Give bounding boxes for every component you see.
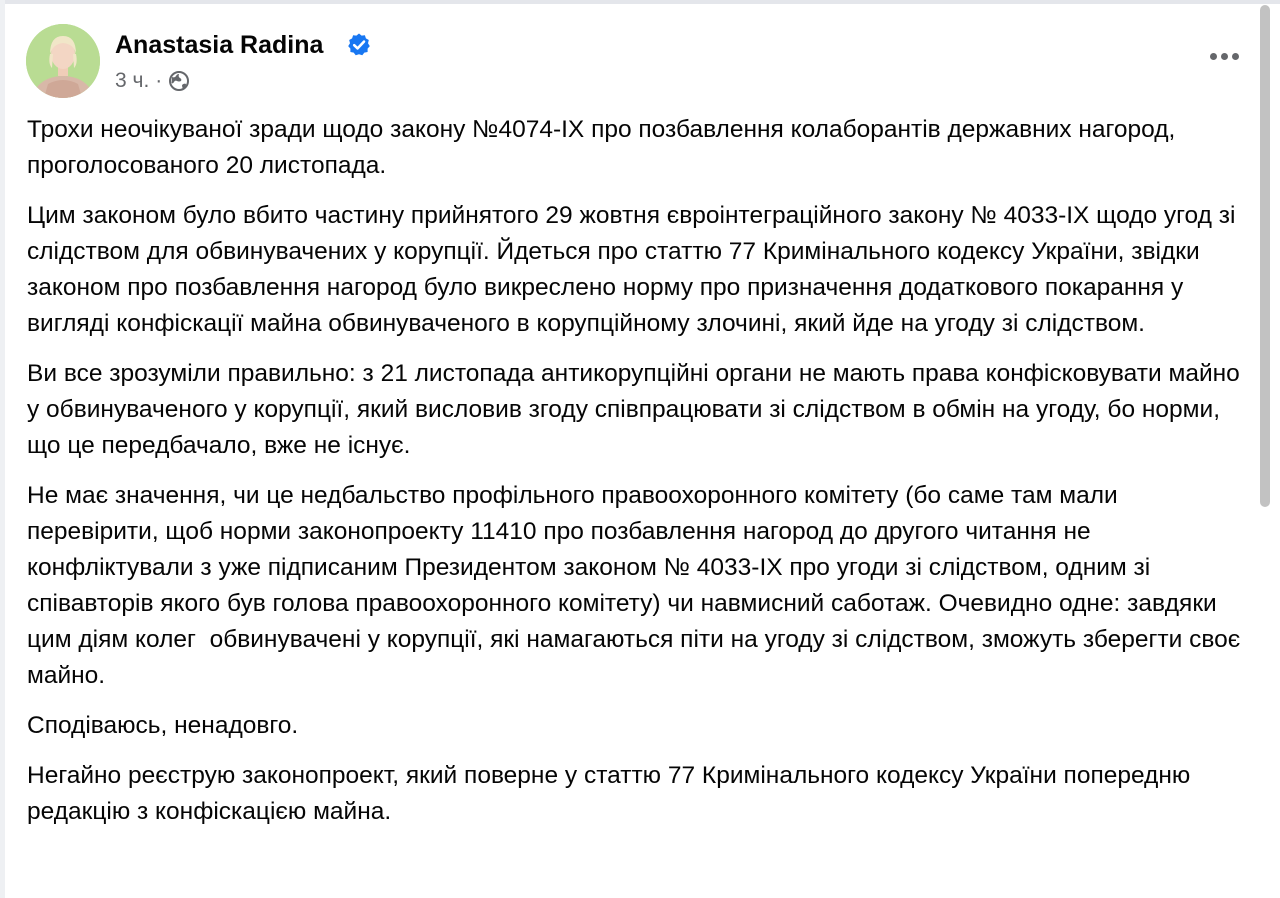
post-paragraph: Не має значення, чи це недбальство профільного правоохоронного комітету (бо саме там мали перевірити, щоб норми законопроекту 11410 про позбавлення нагород до другого читання не конфліктували з уже підписаним Президентом законом № 4033-IX про угоди зі слідством, одним зі співавторів якого був голова правоохоронного комітету) чи навмисний саботаж. Очевидно одне: завдяки цим діям колег обвинувачені у корупції, які намагаються піти на угоду зі слідством, зможуть зберегти своє майно. bbox=[27, 482, 1248, 689]
meta-separator: · bbox=[155, 69, 163, 92]
more-options-icon-dot bbox=[1232, 53, 1239, 60]
more-options-icon bbox=[1210, 53, 1217, 60]
post-paragraph: Негайно реєструю законопроект, який поверне у статтю 77 Кримінального кодексу України попередню редакцію з конфіскацією майна. bbox=[27, 762, 1198, 825]
author-avatar[interactable] bbox=[26, 24, 100, 98]
post-paragraph: Цим законом було вбито частину прийнятого 29 жовтня євроінтеграційного закону № 4033-IX щодо угод зі слідством для обвинувачених у корупції. Йдеться про статтю 77 Кримінального кодексу України, звідки законом про позбавлення нагород було викреслено норму про призначення додаткового покарання у вигляді конфіскації майна обвинуваченого в корупційному злочині, який йде на угоду зі слідством. bbox=[27, 202, 1243, 337]
verified-badge-icon bbox=[346, 32, 372, 58]
post-text bbox=[27, 112, 1252, 844]
avatar-portrait-icon bbox=[26, 24, 100, 98]
more-options-button[interactable] bbox=[1202, 38, 1246, 74]
more-options-icon-dot bbox=[1221, 53, 1228, 60]
author-name[interactable]: Anastasia Radina bbox=[115, 31, 324, 59]
globe-icon bbox=[168, 70, 190, 92]
left-border bbox=[0, 0, 5, 898]
post-paragraph: Трохи неочікуваної зради щодо закону №4074-IX про позбавлення колаборантів державних нагород, проголосованого 20 листопада. bbox=[27, 116, 1183, 179]
scrollbar-thumb[interactable] bbox=[1260, 5, 1270, 507]
post-timestamp[interactable]: 3 ч. bbox=[115, 69, 150, 92]
post-paragraph: Ви все зрозуміли правильно: з 21 листопада антикорупційні органи не мають права конфісковувати майно у обвинуваченого у корупції, який висловив згоду співпрацювати зі слідством в обмін на угоду, бо норми, що це передбачало, вже не існує. bbox=[27, 360, 1247, 459]
post-meta bbox=[115, 68, 190, 94]
top-border bbox=[0, 0, 1280, 4]
post-paragraph: Сподіваюсь, ненадовго. bbox=[27, 712, 299, 739]
post-header bbox=[26, 24, 1246, 100]
